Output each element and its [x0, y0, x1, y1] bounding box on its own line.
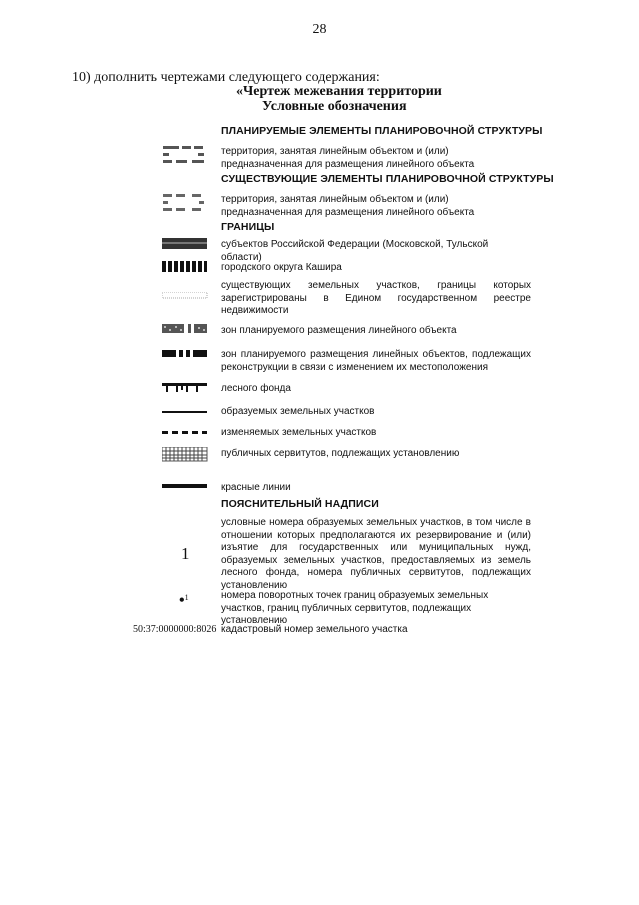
forest-fund-symbol [162, 382, 208, 394]
public-servitudes-symbol [162, 447, 208, 463]
legend-subtitle: Условные обозначения [262, 99, 407, 114]
forest-fund-text: лесного фонда [221, 383, 291, 394]
section-heading-existing: СУЩЕСТВУЮЩИЕ ЭЛЕМЕНТЫ ПЛАНИРОВОЧНОЙ СТРУКТУРЫ [221, 173, 554, 185]
reconstruction-zone-text: зон планируемого размещения линейных объектов, подлежащих реконструкции в связи с изменением их местоположения [221, 349, 531, 373]
reconstruction-zone-symbol [162, 350, 208, 358]
registered-plots-text: существующих земельных участков, границы которых зарегистрированы в Едином государственном реестре недвижимости [221, 280, 531, 316]
registered-plots-symbol [162, 292, 208, 300]
section-heading-boundaries: ГРАНИЦЫ [221, 221, 275, 233]
section-heading-captions: ПОЯСНИТЕЛЬНЫЙ НАДПИСИ [221, 498, 379, 510]
point-dot-icon: • [179, 592, 185, 609]
subjects-boundary-symbol [162, 238, 208, 250]
existing-linear-territory-text: территория, занятая линейным объектом и (или) предназначенная для размещения линейного объекта [221, 194, 475, 218]
district-boundary-text: городского округа Кашира [221, 262, 342, 273]
red-lines-symbol [162, 484, 208, 490]
turning-point-example [179, 592, 189, 610]
turning-point-number: 1 [184, 593, 189, 602]
plot-number-example: 1 [181, 544, 190, 563]
intro-text: 10) дополнить чертежами следующего содержания: [72, 70, 380, 85]
formed-plots-text: образуемых земельных участков [221, 406, 375, 417]
planned-linear-zone-text: зон планируемого размещения линейного объекта [221, 325, 457, 336]
red-lines-text: красные линии [221, 482, 291, 493]
changed-plots-text: изменяемых земельных участков [221, 427, 377, 438]
page-number: 28 [312, 22, 327, 37]
subjects-boundary-text: субъектов Российской Федерации (Московской, Тульской области) [221, 239, 489, 263]
planned-linear-territory-symbol [162, 145, 208, 167]
document-title: «Чертеж межевания территории [236, 84, 442, 99]
cadastral-number-example: 50:37:0000000:8026 [133, 624, 217, 635]
existing-linear-territory-symbol [162, 193, 208, 215]
changed-plots-symbol [162, 431, 208, 436]
public-servitudes-text: публичных сервитутов, подлежащих установлению [221, 448, 460, 459]
planned-linear-zone-symbol [162, 324, 208, 334]
planned-linear-territory-text: территория, занятая линейным объектом и (или) предназначенная для размещения линейного объекта [221, 146, 475, 170]
cadastral-number-text: кадастровый номер земельного участка [221, 624, 408, 635]
district-boundary-symbol [162, 261, 208, 273]
turning-points-text: номера поворотных точек границ образуемых земельных участков, границ публичных сервитутов, подлежащих установлению [221, 590, 489, 626]
formed-plots-symbol [162, 410, 208, 414]
section-heading-planned: ПЛАНИРУЕМЫЕ ЭЛЕМЕНТЫ ПЛАНИРОВОЧНОЙ СТРУКТУРЫ [221, 125, 543, 137]
plot-numbers-text: условные номера образуемых земельных участков, в том числе в отношении которых предполагаются их резервирование и (или) изъятие для государственных или муниципальных нужд, образуемых земельных участков, предоставляемых из земель лесного фонда, номера публичных сервитутов, подлежащих установлению [221, 517, 531, 591]
